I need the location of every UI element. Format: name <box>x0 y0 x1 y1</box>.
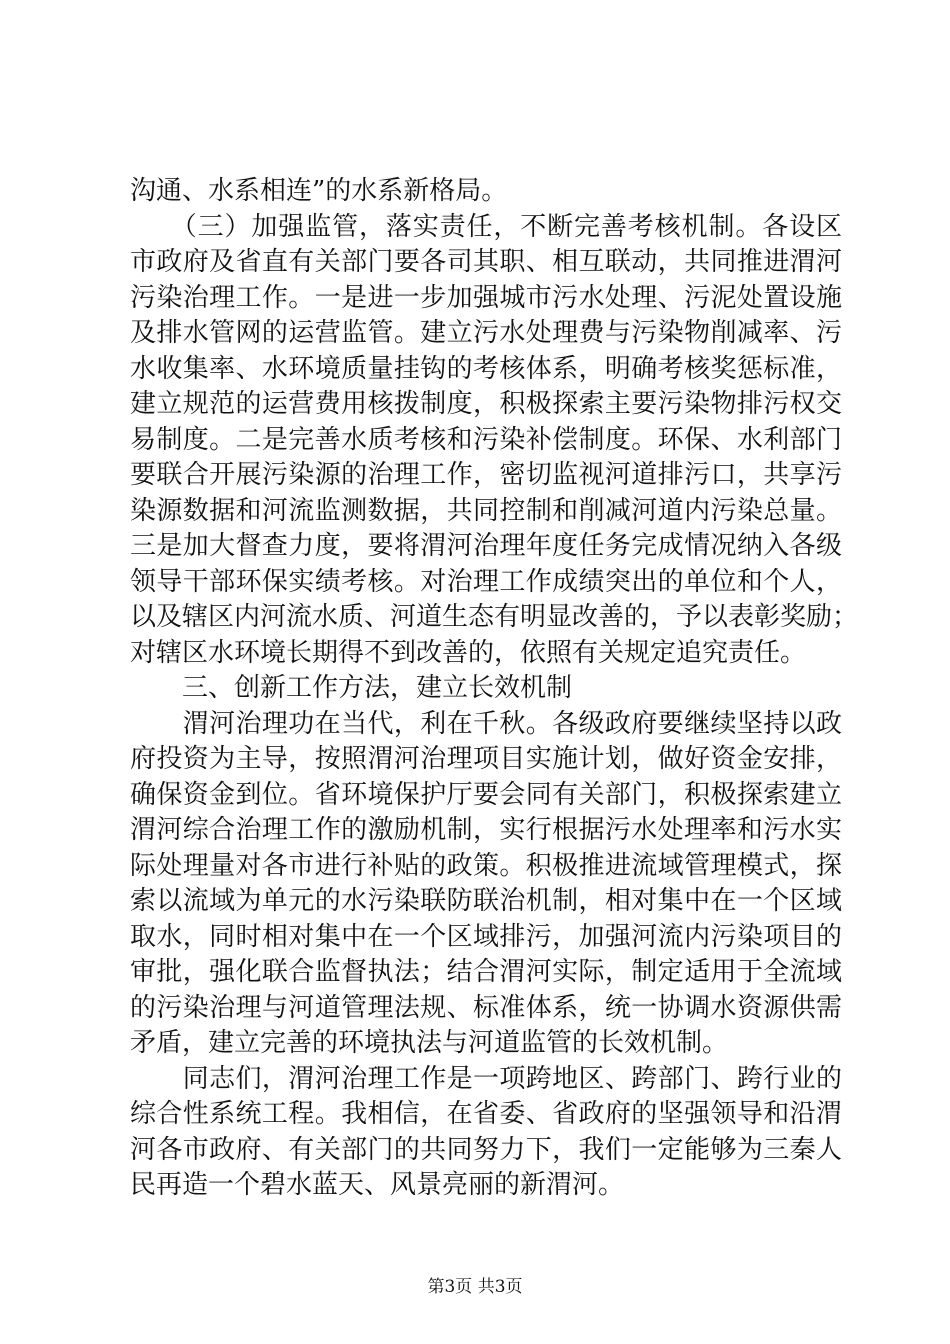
text-line: 民再造一个碧水蓝天、风景亮丽的新渭河。 <box>130 1170 625 1200</box>
text-line: 三、创新工作方法，建立长效机制 <box>130 673 573 703</box>
text-line: 领导干部环保实绩考核。对治理工作成绩突出的单位和个人， <box>130 566 842 597</box>
text-line: 易制度。二是完善水质考核和污染补偿制度。环保、水利部门 <box>130 424 842 455</box>
text-line: 矛盾，建立完善的环境执法与河道监管的长效机制。 <box>130 1028 729 1058</box>
text-line: 审批，强化联合监督执法；结合渭河实际，制定适用于全流域 <box>130 957 842 987</box>
text-line: 要联合开展污染源的治理工作，密切监视河道排污口，共享污 <box>130 460 842 490</box>
text-line: 河各市政府、有关部门的共同努力下，我们一定能够为三秦人 <box>130 1134 842 1165</box>
text-line: 索以流域为单元的水污染联防联治机制，相对集中在一个区域 <box>130 886 842 916</box>
text-line: 以及辖区内河流水质、河道生态有明显改善的，予以表彰奖励； <box>130 602 859 632</box>
text-line: 取水，同时相对集中在一个区域排污，加强河流内污染项目的 <box>130 921 842 952</box>
document-body <box>130 174 859 1204</box>
text-line: 市政府及省直有关部门要各司其职、相互联动，共同推进渭河 <box>130 247 842 277</box>
text-line: 染源数据和河流监测数据，共同控制和削减河道内污染总量。 <box>130 495 842 526</box>
text-line: 及排水管网的运营监管。建立污水处理费与污染物削减率、污 <box>130 318 842 348</box>
text-line: 确保资金到位。省环境保护厅要会同有关部门，积极探索建立 <box>130 779 842 810</box>
text-line: （三）加强监管，落实责任，不断完善考核机制。各设区 <box>130 211 842 242</box>
text-line: 综合性系统工程。我相信，在省委、省政府的坚强领导和沿渭 <box>130 1099 842 1129</box>
text-line: 同志们，渭河治理工作是一项跨地区、跨部门、跨行业的 <box>130 1063 842 1094</box>
text-line: 对辖区水环境长期得不到改善的，依照有关规定追究责任。 <box>130 637 807 668</box>
text-line: 的污染治理与河道管理法规、标准体系，统一协调水资源供需 <box>130 992 842 1023</box>
page-footer: 第3页 共3页 <box>427 1277 523 1297</box>
text-line: 污染治理工作。一是进一步加强城市污水处理、污泥处置设施 <box>130 282 842 313</box>
text-line: 渭河综合治理工作的激励机制，实行根据污水处理率和污水实 <box>130 815 842 845</box>
text-line: 沟通、水系相连”的水系新格局。 <box>130 176 508 206</box>
text-line: 建立规范的运营费用核拨制度，积极探索主要污染物排污权交 <box>130 389 842 419</box>
text-line: 渭河治理功在当代，利在千秋。各级政府要继续坚持以政 <box>130 708 842 739</box>
text-line: 水收集率、水环境质量挂钩的考核体系，明确考核奖惩标准， <box>130 353 842 384</box>
text-line: 府投资为主导，按照渭河治理项目实施计划，做好资金安排， <box>130 744 842 774</box>
text-line: 际处理量对各市进行补贴的政策。积极推进流域管理模式，探 <box>130 850 842 881</box>
text-line: 三是加大督查力度，要将渭河治理年度任务完成情况纳入各级 <box>130 531 842 561</box>
